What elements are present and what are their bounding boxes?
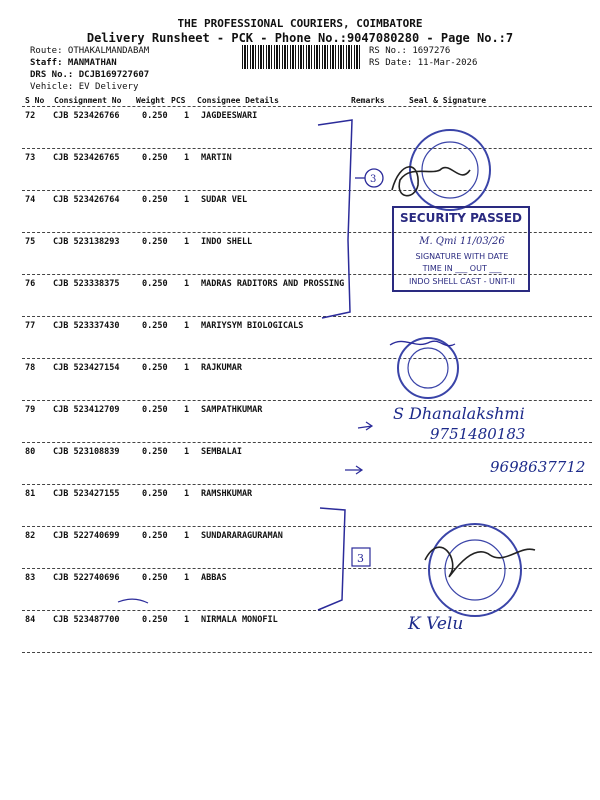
row-pcs: 1: [184, 531, 190, 541]
row-consignee: MARIYSYM BIOLOGICALS: [201, 321, 304, 331]
round-seal: [398, 338, 458, 398]
col-remarks: Remarks: [351, 96, 385, 105]
row-consignment: CJB 523427154: [53, 363, 120, 373]
rs-date: RS Date: 11-Mar-2026: [369, 58, 478, 68]
row-pcs: 1: [184, 111, 190, 121]
row-consignment: CJB 522740696: [53, 573, 120, 583]
row-pcs: 1: [184, 405, 190, 415]
signature-scribble: [425, 547, 535, 576]
row-weight: 0.250: [142, 363, 168, 373]
row-consignee: NIRMALA MONOFIL: [201, 615, 278, 625]
row-consignee: MADRAS RADITORS AND PROSSING: [201, 279, 345, 289]
row-consignment: CJB 523426766: [53, 111, 120, 121]
row-consignee: INDO SHELL: [201, 237, 253, 247]
row-sno: 80: [25, 447, 36, 457]
arrow-mark: [345, 466, 362, 474]
arrow-mark: [358, 422, 372, 430]
row-weight: 0.250: [142, 573, 168, 583]
col-consignment: Consignment No: [54, 96, 122, 105]
pen-mark: [118, 599, 148, 603]
route-label: Route: OTHAKALMANDABAM: [30, 46, 150, 56]
row-sno: 82: [25, 531, 36, 541]
col-weight: Weight: [136, 96, 165, 105]
row-pcs: 1: [184, 321, 190, 331]
row-weight: 0.250: [142, 153, 168, 163]
row-consignee: MARTIN: [201, 153, 232, 163]
col-pcs: PCS: [171, 96, 186, 105]
handwritten-phone: 9751480183: [430, 425, 526, 443]
row-weight: 0.250: [142, 489, 168, 499]
row-pcs: 1: [184, 489, 190, 499]
row-weight: 0.250: [142, 321, 168, 331]
row-sno: 84: [25, 615, 36, 625]
col-consignee: Consignee Details: [197, 96, 279, 105]
security-passed-stamp: [392, 206, 530, 292]
stamp-title: SECURITY PASSED: [399, 211, 523, 225]
row-consignee: SEMBALAI: [201, 447, 242, 457]
row-sno: 76: [25, 279, 36, 289]
row-consignment: CJB 523138293: [53, 237, 120, 247]
row-sno: 72: [25, 111, 36, 121]
row-consignment: CJB 523487700: [53, 615, 120, 625]
bracket-count-mark: 3: [357, 552, 364, 565]
rs-number: RS No.: 1697276: [369, 46, 451, 56]
row-sno: 78: [25, 363, 36, 373]
handwritten-name: S Dhanalakshmi: [393, 404, 525, 423]
row-consignment: CJB 522740699: [53, 531, 120, 541]
row-sno: 83: [25, 573, 36, 583]
row-consignment: CJB 523108839: [53, 447, 120, 457]
row-consignee: SUDAR VEL: [201, 195, 248, 205]
row-consignment: CJB 523426765: [53, 153, 120, 163]
row-consignment: CJB 523337430: [53, 321, 120, 331]
row-consignment: CJB 523338375: [53, 279, 120, 289]
row-weight: 0.250: [142, 405, 168, 415]
row-weight: 0.250: [142, 279, 168, 289]
row-sno: 75: [25, 237, 36, 247]
handwritten-phone: 9698637712: [490, 458, 586, 476]
row-sno: 81: [25, 489, 36, 499]
staff-label: Staff: MANMATHAN: [30, 58, 117, 68]
row-pcs: 1: [184, 447, 190, 457]
row-sno: 79: [25, 405, 36, 415]
row-weight: 0.250: [142, 237, 168, 247]
row-pcs: 1: [184, 615, 190, 625]
runsheet-subtitle: Delivery Runsheet - PCK - Phone No.:9047080280 - Page No.:7: [86, 31, 514, 45]
row-weight: 0.250: [142, 195, 168, 205]
row-pcs: 1: [184, 363, 190, 373]
row-consignee: RAJKUMAR: [201, 363, 242, 373]
row-pcs: 1: [184, 237, 190, 247]
stamp-line: SIGNATURE WITH DATE: [415, 252, 509, 261]
row-weight: 0.250: [142, 615, 168, 625]
col-sno: S No: [25, 96, 45, 105]
handwritten-signature: K Velu: [408, 614, 464, 634]
row-consignee: RAMSHKUMAR: [201, 489, 253, 499]
bracket-mark: [318, 508, 345, 610]
row-sno: 74: [25, 195, 36, 205]
row-weight: 0.250: [142, 447, 168, 457]
stamp-line: INDO SHELL CAST - UNIT-II: [409, 277, 515, 286]
row-consignment: CJB 523426764: [53, 195, 120, 205]
row-consignee: SAMPATHKUMAR: [201, 405, 263, 415]
col-seal: Seal & Signature: [409, 96, 487, 105]
row-consignee: JAGDEESWARI: [201, 111, 258, 121]
stamp-line: TIME IN ___ OUT ___: [422, 264, 502, 273]
stamp-signature: M. Qmi 11/03/26: [419, 236, 505, 247]
row-weight: 0.250: [142, 111, 168, 121]
round-seal-inner: [408, 348, 448, 388]
row-consignment: CJB 523427155: [53, 489, 120, 499]
row-pcs: 1: [184, 153, 190, 163]
row-sno: 73: [25, 153, 36, 163]
company-title: THE PROFESSIONAL COURIERS, COIMBATORE: [177, 17, 423, 30]
row-pcs: 1: [184, 195, 190, 205]
row-sno: 77: [25, 321, 36, 331]
row-consignment: CJB 523412709: [53, 405, 120, 415]
bracket-mark: [318, 120, 352, 318]
row-pcs: 1: [184, 279, 190, 289]
row-consignee: ABBAS: [201, 573, 227, 583]
row-consignee: SUNDARARAGURAMAN: [201, 531, 283, 541]
bracket-count-mark: 3: [370, 174, 377, 185]
drs-number: DRS No.: DCJB169727607: [30, 70, 150, 80]
row-weight: 0.250: [142, 531, 168, 541]
round-seal: [429, 524, 521, 616]
row-pcs: 1: [184, 573, 190, 583]
vehicle-label: Vehicle: EV Delivery: [30, 82, 139, 92]
